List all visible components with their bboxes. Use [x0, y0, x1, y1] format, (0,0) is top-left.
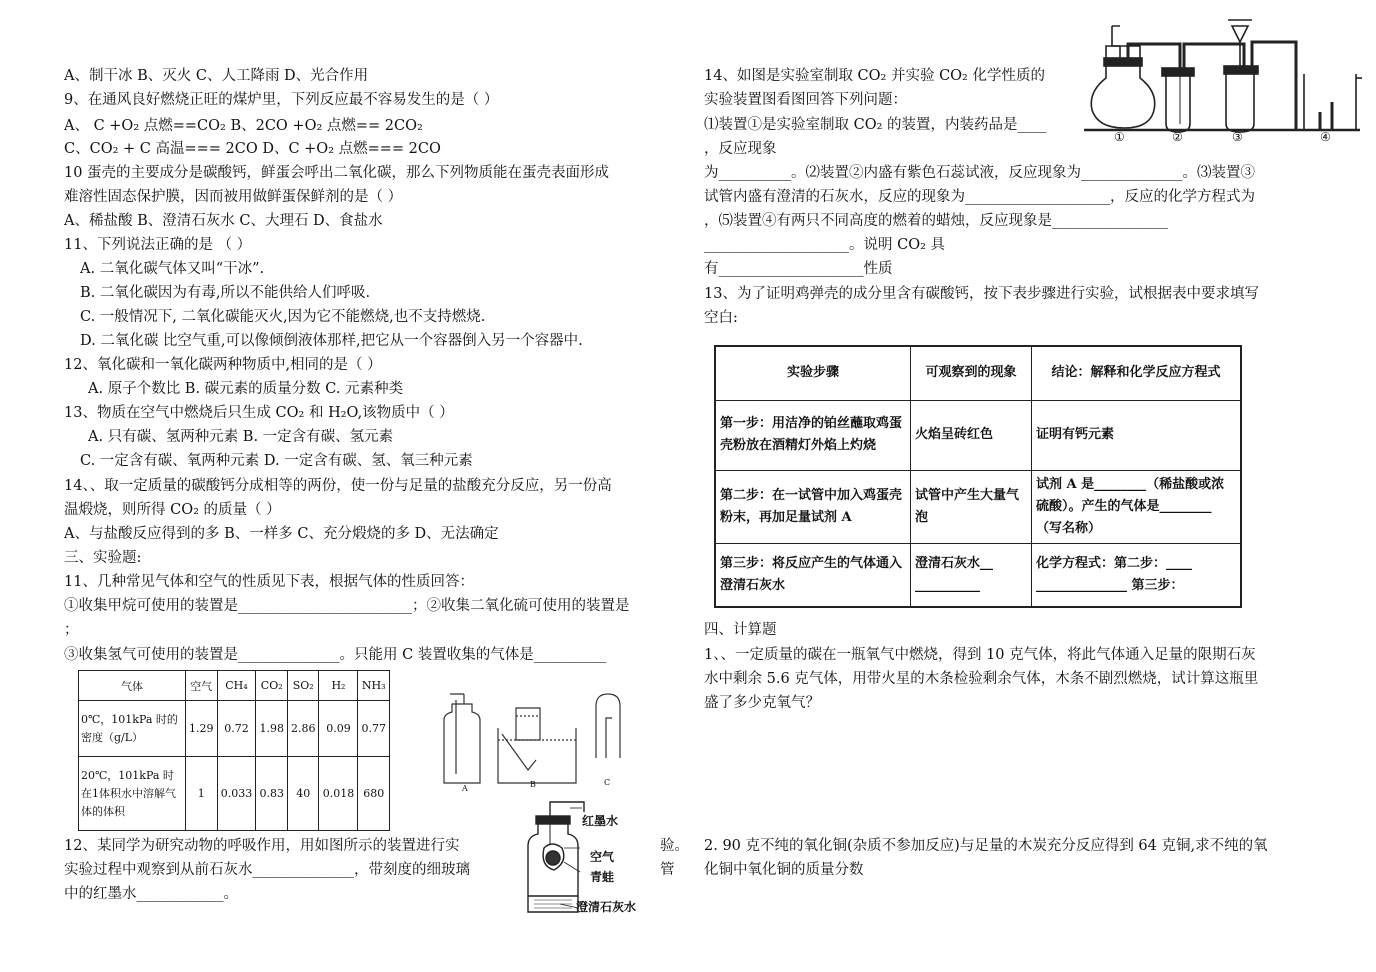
solubility-label: 20℃，101kPa 时在1体积水中溶解气体的体积: [79, 757, 186, 831]
q9-options-cd: C、CO₂ + C 高温=== 2CO D、C +O₂ 点燃=== 2CO: [64, 141, 441, 157]
gas-header: H₂: [319, 671, 358, 701]
apparatus-label-c: C: [604, 778, 611, 787]
solubility-value: 0.018: [319, 757, 358, 831]
q13r-stem: 13、为了证明鸡弹壳的成分里含有碳酸钙，按下表步骤进行实验，试根据表中要求填写: [704, 286, 1259, 302]
calc1-line1: 1、、一定质量的碳在一瓶氧气中燃烧，得到 10 克气体，将此气体通入足量的限期石灰: [704, 647, 1256, 663]
gas-header: CO₂: [256, 671, 288, 701]
exp-conclusion: 化学方程式：第二步：____ ______________ 第三步：: [1032, 543, 1242, 607]
exp-row-step3: [715, 543, 1241, 607]
solubility-value: 1: [186, 757, 218, 831]
density-row: [79, 701, 390, 757]
gas-header: SO₂: [287, 671, 319, 701]
q11-option-c: C. 一般情况下, 二氧化碳能灭火,因为它不能燃烧,也不支持燃烧.: [80, 309, 486, 325]
label-device-2: ②: [1172, 130, 1183, 144]
q11-option-a: A. 二氧化碳气体又叫“干冰”.: [80, 261, 265, 277]
q14r-part3: 试管内盛有澄清的石灰水，反应的现象为____________________，反应的化学方程式为: [704, 189, 1255, 205]
q14-options: A、与盐酸反应得到的多 B、一样多 C、充分煅烧的多 D、无法确定: [64, 526, 499, 542]
exp-step: 第二步：在一试管中加入鸡蛋壳粉末，再加足量试剂 A: [715, 470, 911, 543]
exp-header-observation: 可观察到的现象: [911, 346, 1032, 400]
exp11-q1: ①收集甲烷可使用的装置是________________________；②收集二氧化硫可使用的装置是: [64, 598, 630, 614]
apparatus-label-a: A: [462, 784, 468, 793]
q14-stem-2: 温煅烧，则所得 CO₂ 的质量（ ）: [64, 502, 281, 518]
density-value: 0.77: [358, 701, 390, 757]
q12-stem: 12、氧化碳和一氧化碳两种物质中,相同的是（ ）: [64, 357, 382, 373]
exp12-stem-1-end: 验。: [660, 838, 689, 854]
q11-option-d: D. 二氧化碳 比空气重,可以像倾倒液体那样,把它从一个容器倒入另一个容器中.: [80, 333, 583, 349]
label-frog: 青蛙: [590, 870, 615, 884]
gas-table-header: [79, 671, 390, 701]
calc1-line3: 盛了多少克氧气？: [704, 695, 820, 711]
frog-respiration-figure: [520, 800, 660, 920]
density-value: 1.98: [256, 701, 288, 757]
q9-stem: 9、在通风良好燃烧正旺的煤炉里，下列反应最不容易发生的是（ ）: [64, 92, 499, 108]
section-calculation: 四、计算题: [704, 622, 777, 638]
exp11-stem: 11、几种常见气体和空气的性质见下表，根据气体的性质回答：: [64, 574, 474, 590]
gas-header: NH₃: [358, 671, 390, 701]
label-device-4: ④: [1320, 130, 1331, 144]
q14r-part5: ，⑸装置④有两只不同高度的燃着的蜡烛，反应现象是________________: [704, 213, 1168, 229]
density-label: 0℃，101kPa 时的密度（g/L）: [79, 701, 186, 757]
exp-header-steps: 实验步骤: [715, 346, 911, 400]
label-red-ink: 红墨水: [582, 814, 619, 828]
gas-properties-table: [78, 670, 390, 831]
gas-header: 空气: [186, 671, 218, 701]
q10-stem-2: 难溶性固态保护膜，因而被用做鲜蛋保鲜剂的是（ ）: [64, 189, 403, 205]
q14r-part1: ⑴装置①是实验室制取 CO₂ 的装置，内装药品是____: [704, 117, 1047, 133]
q10-stem-1: 10 蛋壳的主要成分是碳酸钙，鲜蛋会呼出二氧化碳，那么下列物质能在蛋壳表面形成: [64, 165, 610, 181]
q11-option-b: B. 二氧化碳因为有毒,所以不能供给人们呼吸.: [80, 285, 371, 301]
q11-stem: 11、下列说法正确的是 （ ）: [64, 237, 252, 253]
q14r-part5c: 有____________________性质: [704, 261, 893, 277]
q10-options: A、稀盐酸 B、澄清石灰水 C、大理石 D、食盐水: [64, 213, 383, 229]
label-device-3: ③: [1232, 130, 1243, 144]
calc1-line2: 水中剩余 5.6 克气体，用带火星的木条检验剩余气体，木条不剧烈燃烧，试计算这瓶里: [704, 671, 1259, 687]
exp11-q1-end: ；: [64, 622, 79, 638]
exp-observation: 火焰呈砖红色: [911, 400, 1032, 470]
q13-options-ab: A. 只有碳、氢两种元素 B. 一定含有碳、氢元素: [88, 429, 394, 445]
q14r-part2: 为__________。⑵装置②内盛有紫色石蕊试液，反应现象为______________。⑶装置③: [704, 165, 1255, 181]
exp12-stem-2-end: 管: [660, 862, 675, 878]
solubility-value: 0.83: [256, 757, 288, 831]
q14r-stem-1: 14、如图是实验室制取 CO₂ 并实验 CO₂ 化学性质的: [704, 68, 1045, 84]
q13-stem: 13、物质在空气中燃烧后只生成 CO₂ 和 H₂O,该物质中（ ）: [64, 405, 454, 421]
gas-header: CH₄: [217, 671, 256, 701]
exp12-stem-3: 中的红墨水____________。: [64, 886, 238, 902]
label-air: 空气: [590, 850, 615, 864]
density-value: 2.86: [287, 701, 319, 757]
label-device-1: ①: [1114, 130, 1125, 144]
exp-conclusion: 试剂 A 是________（稀盐酸或浓硫酸）。产生的气体是________（写名称）: [1032, 470, 1242, 543]
eggshell-experiment-table: [714, 345, 1242, 608]
exp-step: 第三步：将反应产生的气体通入澄清石灰水: [715, 543, 911, 607]
apparatus-label-b: B: [530, 780, 536, 789]
density-value: 0.09: [319, 701, 358, 757]
density-value: 0.72: [217, 701, 256, 757]
exp-row-step1: [715, 400, 1241, 470]
exp12-stem-1: 12、某同学为研究动物的呼吸作用，用如图所示的装置进行实: [64, 838, 460, 854]
calc2-line2: 化铜中氧化铜的质量分数: [704, 862, 864, 878]
q14-stem-1: 14、、取一定质量的碳酸钙分成相等的两份，使一份与足量的盐酸充分反应，另一份高: [64, 478, 612, 494]
exp11-q3: ③收集氢气可使用的装置是______________。只能用 C 装置收集的气体是__________: [64, 647, 607, 663]
q14r-part5b: ____________________。说明 CO₂ 具: [704, 237, 946, 253]
q12-options: A. 原子个数比 B. 碳元素的质量分数 C. 元素种类: [88, 381, 404, 397]
exp-table-header: [715, 346, 1241, 400]
q13-options-cd: C. 一定含有碳、氧两种元素 D. 一定含有碳、氢、氧三种元素: [80, 453, 473, 469]
solubility-value: 0.033: [217, 757, 256, 831]
q14r-part1b: ，反应现象: [704, 141, 777, 157]
density-value: 1.29: [186, 701, 218, 757]
exp-observation: 试管中产生大量气泡: [911, 470, 1032, 543]
exp-conclusion: 证明有钙元素: [1032, 400, 1242, 470]
exp-observation: 澄清石灰水__ __________: [911, 543, 1032, 607]
section-experiment: 三、实验题:: [64, 550, 142, 566]
solubility-value: 680: [358, 757, 390, 831]
q14r-stem-2: 实验装置图看图回答下列问题：: [704, 92, 907, 108]
co2-apparatus-figure: [1084, 6, 1364, 146]
q8-options: A、制干冰 B、灭火 C、人工降雨 D、光合作用: [64, 68, 369, 84]
label-limewater: 澄清石灰水: [576, 900, 637, 914]
calc2-line1: 2. 90 克不纯的氧化铜(杂质不参加反应)与足量的木炭充分反应得到 64 克铜,求不纯的氧: [704, 838, 1268, 854]
solubility-row: [79, 757, 390, 831]
exp12-stem-2: 实验过程中观察到从前石灰水______________，带刻度的细玻璃: [64, 862, 470, 878]
q9-options-ab: A、 C +O₂ 点燃==CO₂ B、2CO +O₂ 点燃== 2CO₂: [64, 118, 423, 134]
gas-collection-figure: [436, 688, 636, 798]
gas-header: 气体: [79, 671, 186, 701]
exp-header-conclusion: 结论：解释和化学反应方程式: [1032, 346, 1242, 400]
exp-step: 第一步：用洁净的铂丝蘸取鸡蛋壳粉放在酒精灯外焰上灼烧: [715, 400, 911, 470]
solubility-value: 40: [287, 757, 319, 831]
exp-row-step2: [715, 470, 1241, 543]
q13r-stem-2: 空白:: [704, 310, 738, 326]
